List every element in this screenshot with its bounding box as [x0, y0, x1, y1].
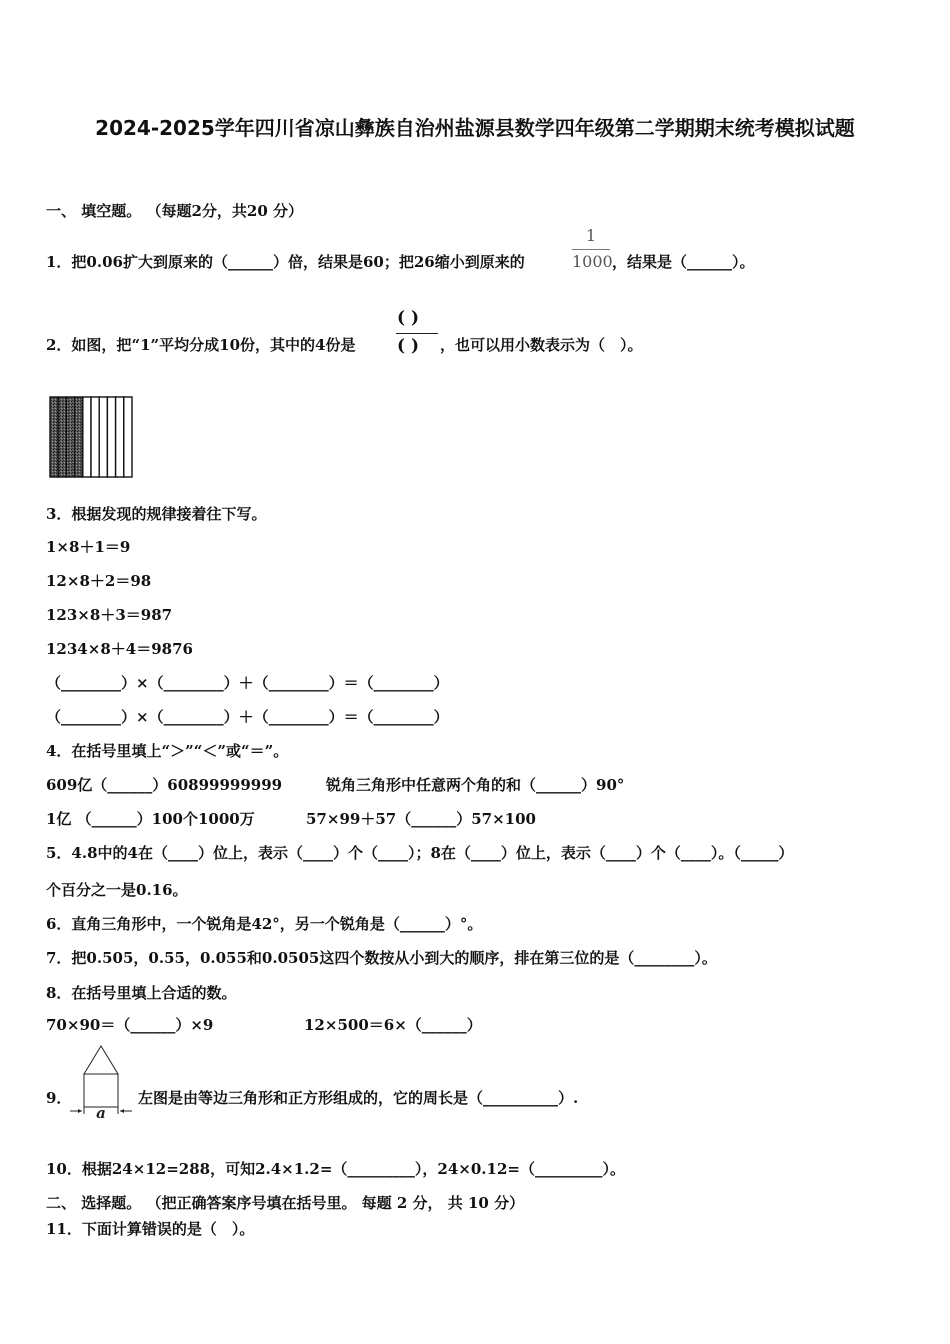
q8-right: 12×500＝6×（______）	[304, 1016, 482, 1034]
q3-pattern-line: 1×8＋1＝9	[46, 538, 131, 556]
page-title: 2024-2025学年四川省凉山彝族自治州盐源县数学四年级第二学期期末统考模拟试题	[95, 116, 855, 140]
question-9-text: 左图是由等边三角形和正方形组成的，它的周长是（__________）.	[138, 1089, 579, 1107]
q4-row2-left: 1亿 （______）100个1000万	[46, 810, 255, 828]
q1-fraction-denominator: 1000	[572, 252, 613, 271]
q9-side-label: a	[96, 1104, 106, 1120]
section-2-heading: 二、 选择题。 （把正确答案序号填在括号里。 每题 2 分， 共 10 分）	[46, 1194, 525, 1212]
unshaded-strip	[91, 397, 99, 477]
question-11: 11．下面计算错误的是（ ）。	[46, 1220, 255, 1238]
unshaded-strip	[124, 397, 132, 477]
question-7: 7．把0.505，0.55，0.055和0.0505这四个数按从小到大的顺序，排在第三位的是（________）。	[46, 949, 717, 967]
q2-fraction-denominator: ( )	[397, 336, 420, 356]
unshaded-strip	[116, 397, 124, 477]
q1-fraction-bar	[572, 249, 610, 250]
question-3-intro: 3．根据发现的规律接着往下写。	[46, 505, 267, 523]
q9-house-figure	[66, 1044, 136, 1120]
q3-pattern-line: 12×8＋2＝98	[46, 572, 152, 590]
shaded-strip	[75, 397, 83, 477]
shaded-strip	[66, 397, 74, 477]
question-10: 10．根据24×12=288，可知2.4×1.2=（_________），24×0.12=（_________）。	[46, 1160, 625, 1178]
question-8-intro: 8．在括号里填上合适的数。	[46, 984, 237, 1002]
question-5-line-2: 个百分之一是0.16。	[46, 881, 188, 899]
unshaded-strip	[99, 397, 107, 477]
q3-blank-line: （________）×（________）＋（________）＝（________）	[46, 674, 449, 692]
question-2-part-a: 2．如图，把“1”平均分成10份，其中的4份是	[46, 336, 356, 354]
question-9-number: 9．	[46, 1089, 72, 1107]
q3-pattern-line: 123×8＋3＝987	[46, 606, 173, 624]
unshaded-strip	[107, 397, 115, 477]
question-2-part-b: ，也可以用小数表示为（ ）。	[440, 336, 643, 354]
q8-left: 70×90＝（______）×9	[46, 1016, 214, 1034]
question-1-part-b: ，结果是（______）。	[612, 253, 755, 271]
q4-row1-left: 609亿（______）60899999999	[46, 776, 283, 794]
unshaded-strip	[83, 397, 91, 477]
question-5-line-1: 5．4.8中的4在（____）位上，表示（____）个（____）；8在（____）位上，表示（____）个（____）。（_____）	[46, 844, 794, 862]
q2-fraction-bar	[396, 333, 438, 334]
shaded-strip	[50, 397, 58, 477]
shaded-strip	[58, 397, 66, 477]
question-1-part-a: 1．把0.06扩大到原来的（______）倍，结果是60；把26缩小到原来的	[46, 253, 525, 271]
q3-pattern-line: 1234×8＋4＝9876	[46, 640, 193, 658]
q2-strip-figure	[44, 392, 138, 482]
q4-row2-right: 57×99＋57（______）57×100	[306, 810, 536, 828]
question-4-intro: 4．在括号里填上“＞”“＜”或“＝”。	[46, 742, 289, 760]
q3-blank-line: （________）×（________）＋（________）＝（________）	[46, 708, 449, 726]
q4-row1-right: 锐角三角形中任意两个角的和（______）90°	[326, 776, 625, 794]
section-1-heading: 一、 填空题。 （每题2分，共20 分）	[46, 202, 303, 220]
question-6: 6．直角三角形中，一个锐角是42°，另一个锐角是（______）°。	[46, 915, 483, 933]
q1-fraction-numerator: 1	[585, 226, 597, 245]
q2-fraction-numerator: ( )	[397, 308, 420, 328]
